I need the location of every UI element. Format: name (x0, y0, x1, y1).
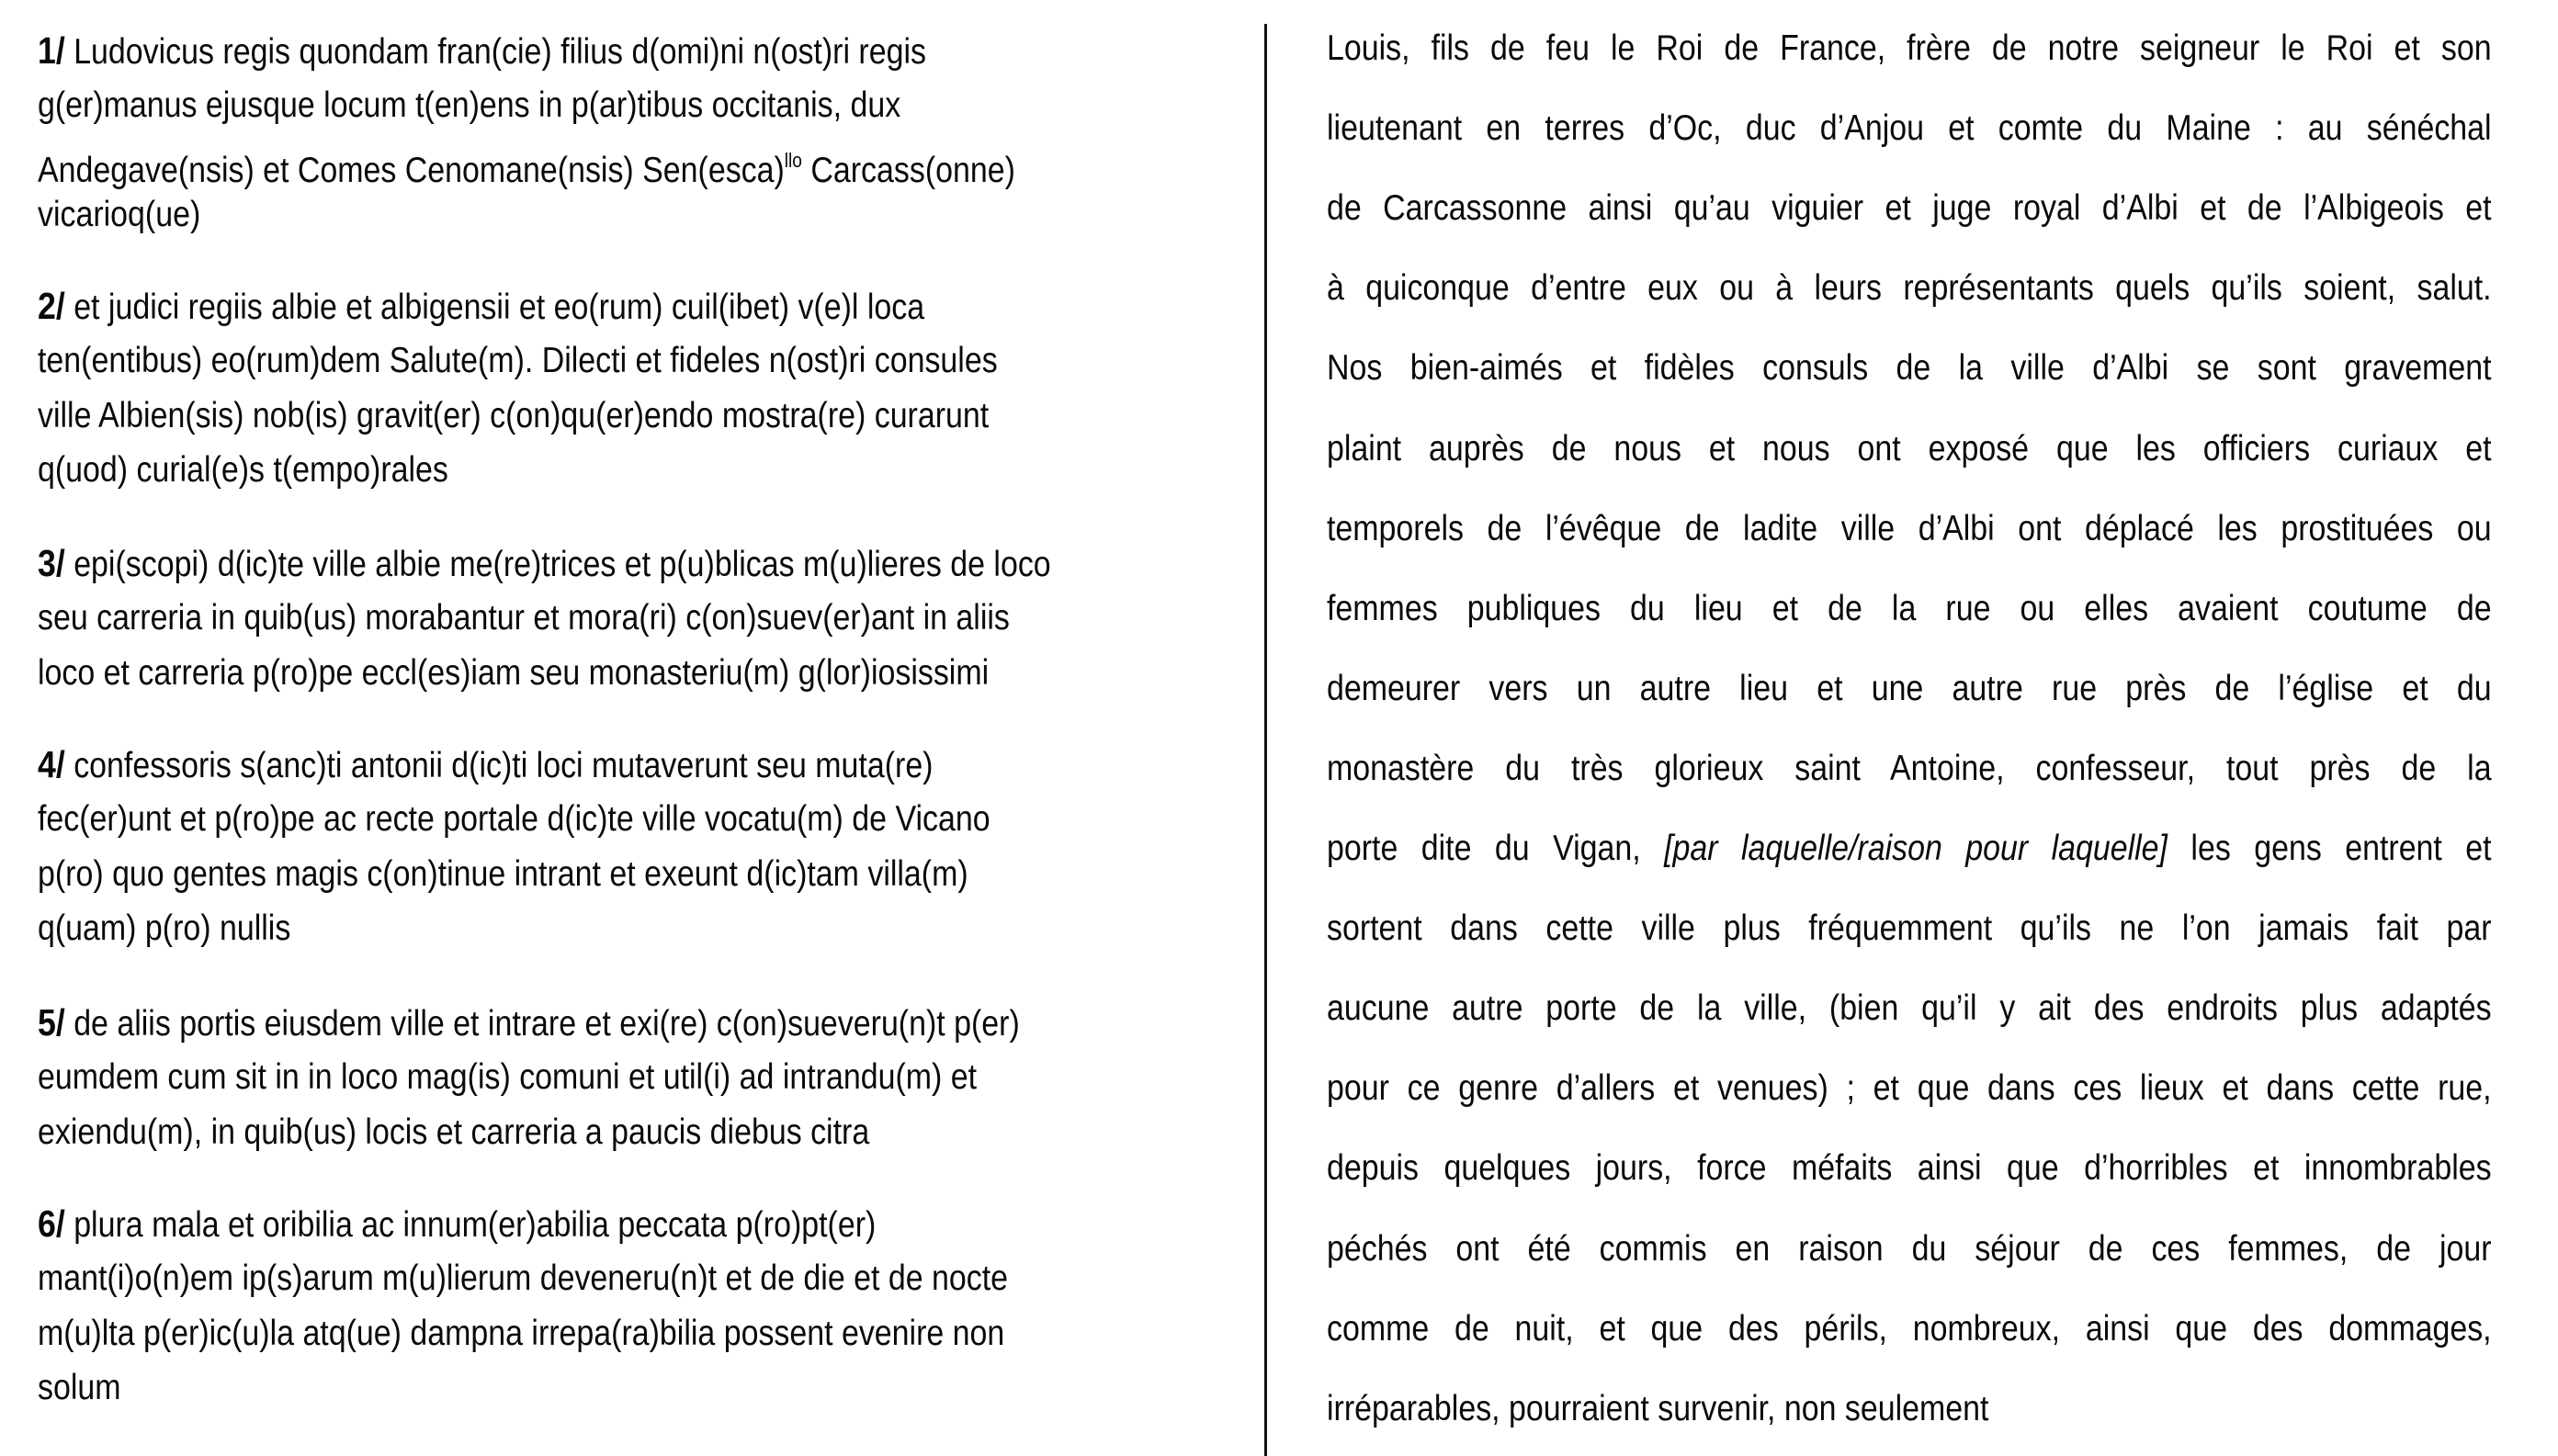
latin-line-text: epi(scopi) d(ic)te ville albie me(re)trices et p(u)blicas m(u)lieres de loco (74, 545, 1051, 584)
latin-paragraph (38, 536, 1051, 700)
latin-paragraph (38, 1197, 1008, 1415)
paragraph-number: 2/ (38, 285, 65, 327)
text-segment: les gens entrent et (2167, 829, 2492, 868)
paragraph-number: 4/ (38, 743, 65, 785)
latin-line (38, 133, 1015, 190)
latin-line: eumdem cum sit in in loco mag(is) comuni et util(i) ad intrandu(m) et (38, 1057, 978, 1098)
french-line: femmes publiques du lieu et de la rue ou elles avaient coutume de (1327, 588, 2492, 628)
latin-line: g(er)manus ejusque locum t(en)ens in p(ar)tibus occitanis, dux (38, 85, 901, 126)
text-segment: Andegave(nsis) et Comes Cenomane(nsis) Sen(esca) (38, 150, 785, 190)
latin-line (38, 536, 1051, 591)
latin-line: ville Albien(sis) nob(is) gravit(er) c(on)qu(er)endo mostra(re) curarunt (38, 395, 990, 435)
superscript-abbreviation: llo (784, 148, 802, 172)
paragraph-number: 5/ (38, 1001, 65, 1044)
latin-line (38, 24, 1015, 78)
latin-line: p(ro) quo gentes magis c(on)tinue intrant et exeunt d(ic)tam villa(m) (38, 853, 968, 894)
latin-paragraph (38, 996, 1020, 1159)
french-line: lieutenant en terres d’Oc, duc d’Anjou et comte du Maine : au sénéchal (1327, 108, 2492, 149)
latin-paragraph (38, 24, 1015, 242)
french-line: aucune autre porte de la ville, (bien qu’il y ait des endroits plus adaptés (1327, 988, 2492, 1029)
french-line: comme de nuit, et que des périls, nombreux, ainsi que des dommages, (1327, 1308, 2492, 1349)
french-line: péchés ont été commis en raison du séjour de ces femmes, de jour (1327, 1228, 2492, 1269)
latin-line: ten(entibus) eo(rum)dem Salute(m). Dilecti et fideles n(ost)ri consules (38, 341, 998, 381)
latin-line-text: et judici regiis albie et albigensii et eo(rum) cuil(ibet) v(e)l loca (74, 288, 925, 327)
french-line: Nos bien-aimés et fidèles consuls de la ville d’Albi se sont gravement (1327, 348, 2492, 389)
french-line: pour ce genre d’allers et venues) ; et que dans ces lieux et dans cette rue, (1327, 1068, 2492, 1109)
french-line: plaint auprès de nous et nous ont exposé que les officiers curiaux et (1327, 428, 2492, 468)
latin-line-text: Ludovicus regis quondam fran(cie) filius d(omi)ni n(ost)ri regis (74, 32, 926, 72)
column-divider (1264, 24, 1267, 1456)
latin-line: q(uod) curial(e)s t(empo)rales (38, 449, 448, 490)
french-line: à quiconque d’entre eux ou à leurs représentants quels qu’ils soient, salut. (1327, 268, 2492, 309)
latin-line (38, 1197, 1008, 1251)
french-line: depuis quelques jours, force méfaits ainsi que d’horribles et innombrables (1327, 1148, 2492, 1189)
latin-line-text: plura mala et oribilia ac innum(er)abilia peccata p(ro)pt(er) (74, 1205, 877, 1245)
french-line (1327, 808, 2492, 888)
paragraph-number: 1/ (38, 29, 65, 72)
latin-line: fec(er)unt et p(ro)pe ac recte portale d(ic)te ville vocatu(m) de Vicano (38, 799, 990, 840)
french-line: de Carcassonne ainsi qu’au viguier et juge royal d’Albi et de l’Albigeois et (1327, 188, 2492, 229)
latin-line: seu carreria in quib(us) morabantur et mora(ri) c(on)suev(er)ant in aliis (38, 598, 1010, 638)
latin-line: q(uam) p(ro) nullis (38, 908, 291, 948)
latin-line (38, 996, 1020, 1050)
latin-line: solum (38, 1367, 121, 1407)
text-segment: porte dite du Vigan, (1327, 829, 1665, 868)
french-line: demeurer vers un autre lieu et une autre rue près de l’église et du (1327, 668, 2492, 708)
latin-line (38, 279, 998, 333)
latin-line-text: de aliis portis eiusdem ville et intrare et exi(re) c(on)sueveru(n)t p(er) (74, 1004, 1020, 1044)
italic-gloss: [par laquelle/raison pour laquelle] (1664, 829, 2168, 868)
latin-line: vicarioq(ue) (38, 194, 201, 234)
french-line: sortent dans cette ville plus fréquemment qu’ils ne l’on jamais fait par (1327, 909, 2492, 949)
latin-paragraph (38, 738, 990, 955)
text-segment: Carcass(onne) (801, 150, 1015, 190)
latin-line (38, 738, 990, 792)
latin-line: exiendu(m), in quib(us) locis et carreria a paucis diebus citra (38, 1112, 870, 1152)
latin-line-text: confessoris s(anc)ti antonii d(ic)ti loci mutaverunt seu muta(re) (74, 746, 934, 785)
french-line: Louis, fils de feu le Roi de France, frère de notre seigneur le Roi et son (1327, 28, 2492, 68)
french-line: temporels de l’évêque de ladite ville d’Albi ont déplacé les prostituées ou (1327, 508, 2492, 548)
latin-line: mant(i)o(n)em ip(s)arum m(u)lierum deveneru(n)t et de die et de nocte (38, 1258, 1009, 1299)
latin-paragraph (38, 279, 998, 497)
latin-line: m(u)lta p(er)ic(u)la atq(ue) dampna irrepa(ra)bilia possent evenire non (38, 1313, 1005, 1353)
french-line: irréparables, pourraient survenir, non seulement (1327, 1388, 1989, 1428)
french-line: monastère du très glorieux saint Antoine, confesseur, tout près de la (1327, 748, 2492, 788)
paragraph-number: 3/ (38, 542, 65, 584)
latin-line: loco et carreria p(ro)pe eccl(es)iam seu monasteriu(m) g(lor)iosissimi (38, 652, 990, 693)
paragraph-number: 6/ (38, 1202, 65, 1245)
